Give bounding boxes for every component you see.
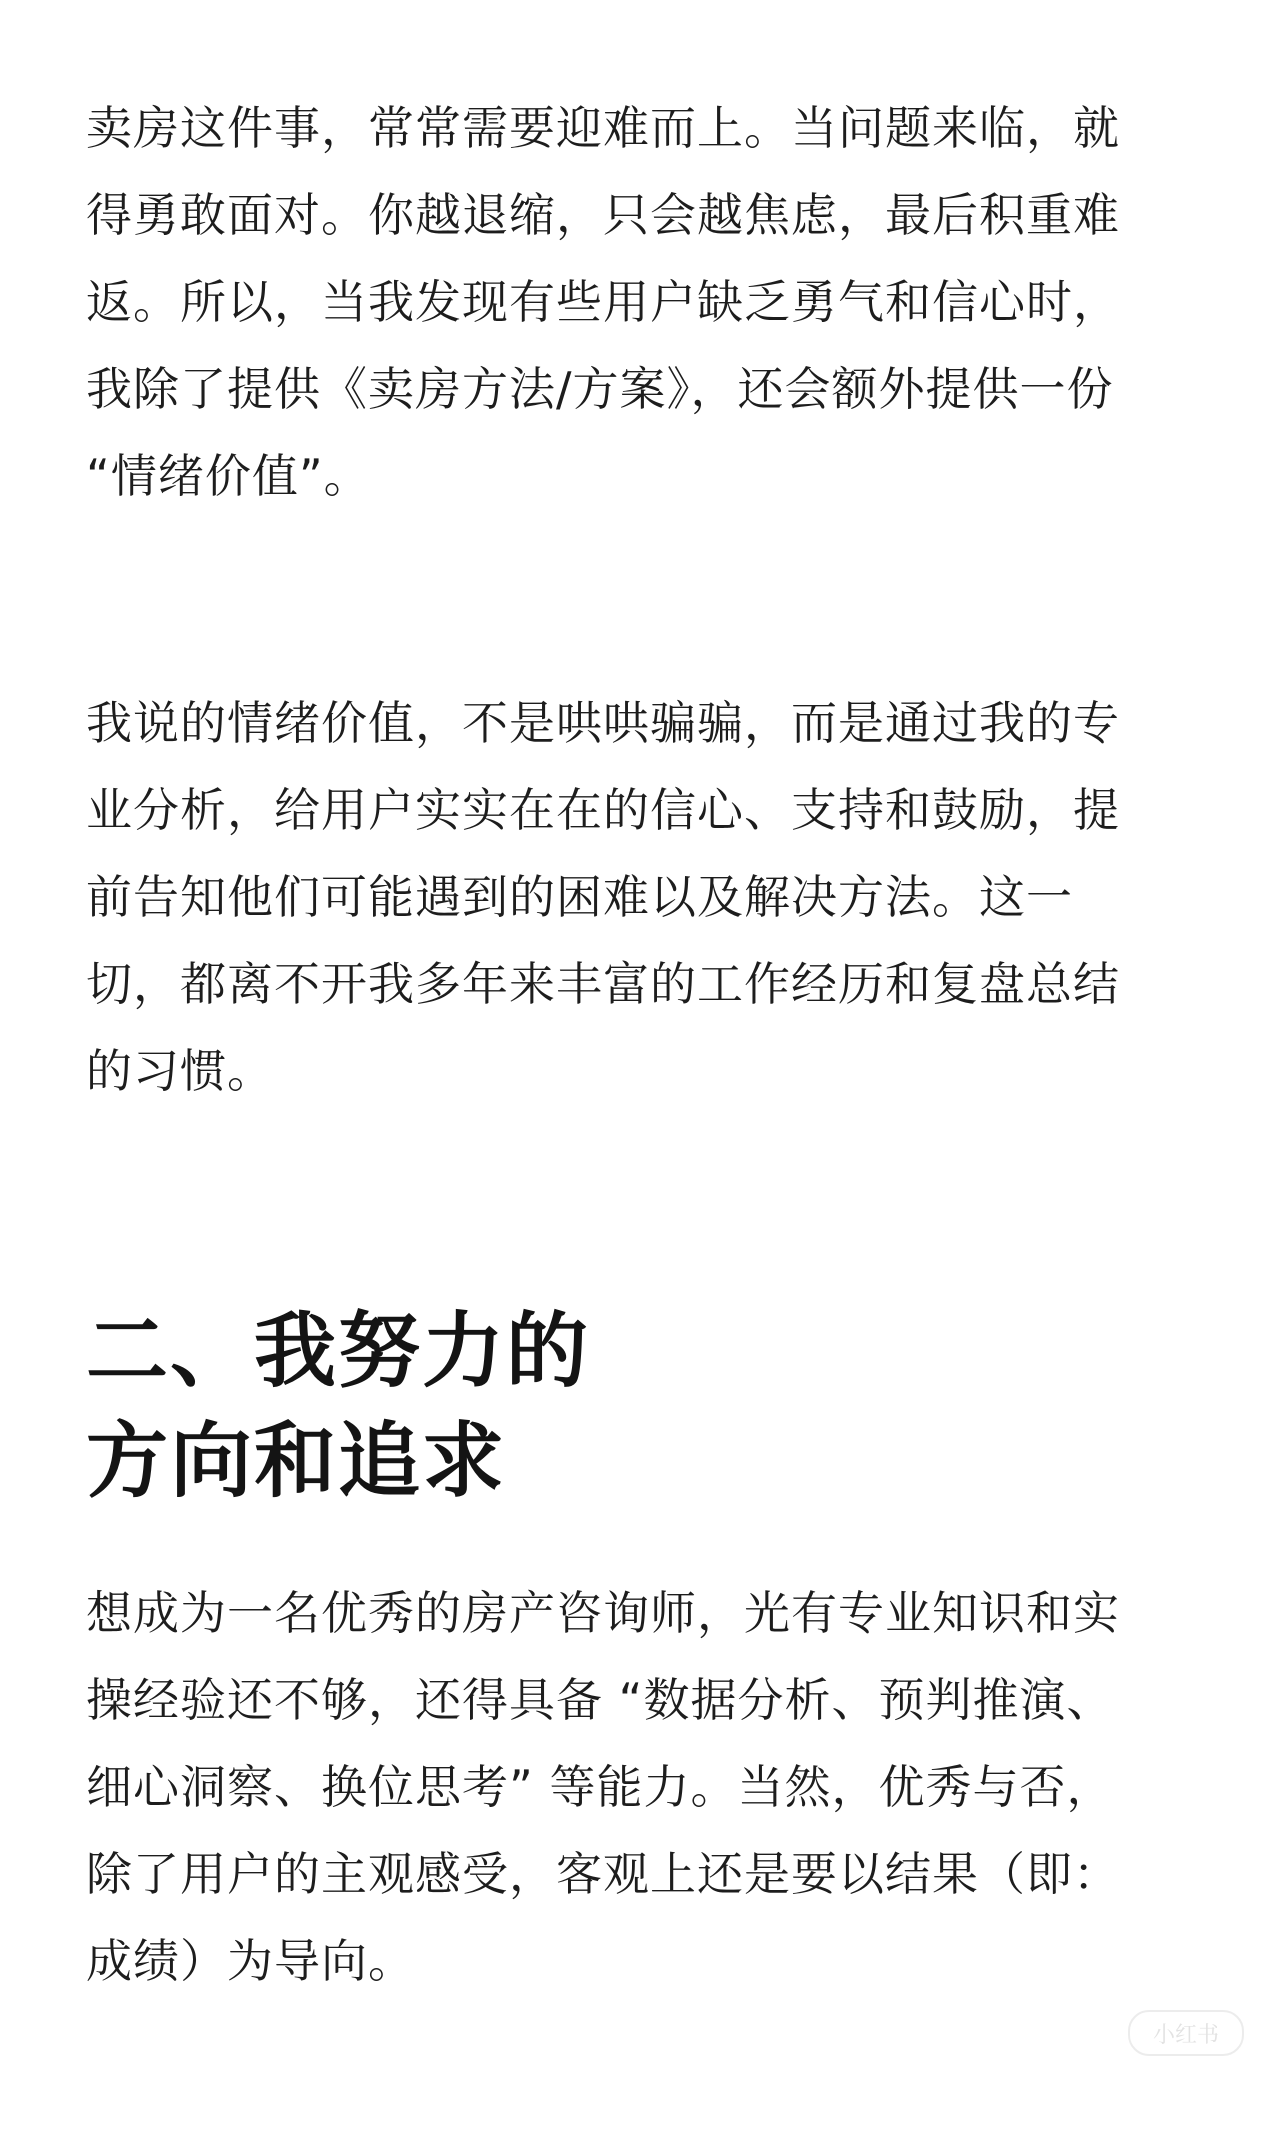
watermark-text: 小红书 [1152,2022,1219,2048]
text-line: 成绩）为导向。 [86,1934,415,1988]
section-heading [86,1297,590,1517]
text-line: “情绪价值”。 [86,449,371,503]
text-line: 细心洞察、换位思考” 等能力。当然，优秀与否， [86,1760,1114,1814]
text-line: 除了用户的主观感受，客观上还是要以结果（即： [86,1847,1120,1901]
text-line: 前告知他们可能遇到的困难以及解决方法。这一 [86,870,1073,924]
heading-line: 方向和追求 [86,1414,507,1509]
text-line: 我说的情绪价值，不是哄哄骗骗，而是通过我的专 [86,696,1120,750]
text-line: 得勇敢面对。你越退缩，只会越焦虑，最后积重难 [86,188,1120,242]
text-line: 业分析，给用户实实在在的信心、支持和鼓励，提 [86,783,1120,837]
paragraph-intro [86,85,1206,520]
text-line: 想成为一名优秀的房产咨询师，光有专业知识和实 [86,1586,1120,1640]
text-line: 我除了提供《卖房方法/方案》，还会额外提供一份 [86,362,1114,416]
text-line: 切，都离不开我多年来丰富的工作经历和复盘总结 [86,957,1120,1011]
watermark-logo [1128,2010,1244,2056]
text-line: 的习惯。 [86,1044,274,1098]
paragraph-goals [86,1570,1206,2005]
paragraph-emotional-value [86,680,1206,1115]
text-line: 返。所以，当我发现有些用户缺乏勇气和信心时， [86,275,1120,329]
text-line: 操经验还不够，还得具备 “数据分析、预判推演、 [86,1673,1114,1727]
text-line: 卖房这件事，常常需要迎难而上。当问题来临，就 [86,101,1120,155]
heading-line: 二、我努力的 [86,1304,591,1399]
